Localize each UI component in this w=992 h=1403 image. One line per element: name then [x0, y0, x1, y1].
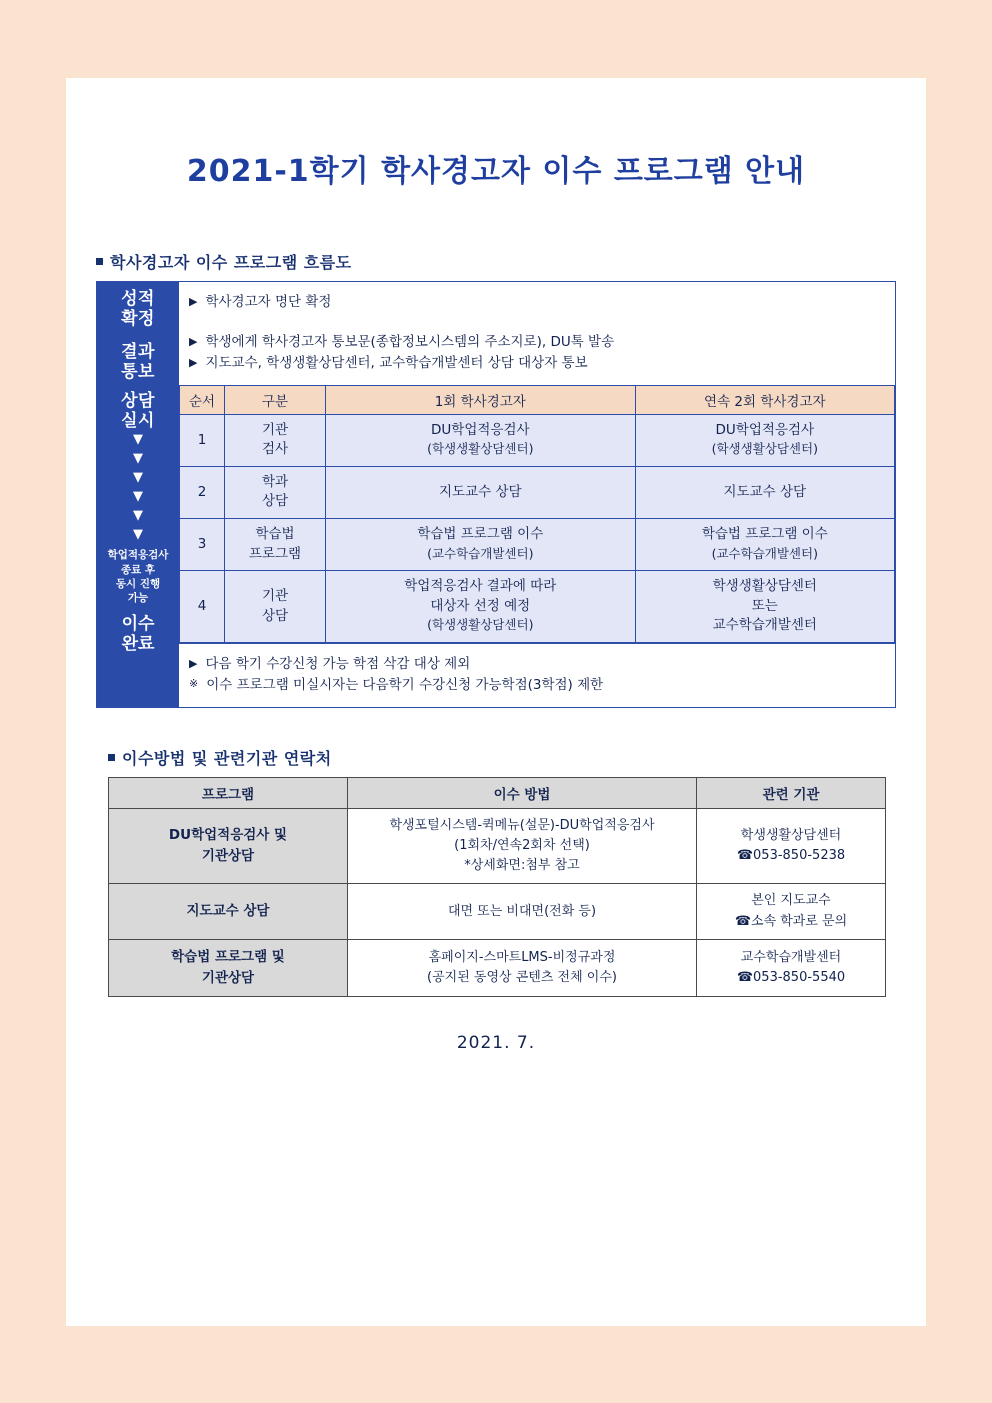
- bullet-square-icon: [96, 258, 103, 265]
- cell-first-warning: 지도교수 상담: [326, 466, 636, 518]
- section2-heading-label: 이수방법 및 관련기관 연락처: [122, 749, 332, 769]
- flow-step-grade-confirm: [179, 282, 895, 320]
- cell-sub-note: (학생생활상담센터): [427, 441, 534, 457]
- col-organization: 관련 기관: [697, 778, 886, 809]
- col-program: 프로그램: [109, 778, 348, 809]
- flow-step-notify: [179, 320, 895, 385]
- section1-heading-label: 학사경고자 이수 프로그램 흐름도: [110, 253, 352, 272]
- table-row: [180, 414, 895, 466]
- stage-note: 학업적응검사 종료 후 동시 진행 가능: [107, 549, 169, 604]
- flow-bottom-line-1: 다음 학기 수강신청 가능 학점 삭감 대상 제외: [205, 655, 471, 672]
- cell-no: 1: [180, 414, 225, 466]
- cell-sub-note: (교수학습개발센터): [427, 545, 534, 561]
- col-kind: 구분: [225, 386, 326, 415]
- stage-label-grade-confirm: 성적 확정: [121, 289, 155, 329]
- program-table-wrap: [179, 385, 895, 643]
- cell-program: 학습법 프로그램 및 기관상담: [109, 939, 348, 996]
- document-page: [66, 78, 926, 1326]
- col-second-warning: 연속 2회 학사경고자: [635, 386, 894, 415]
- cell-second-warning: 지도교수 상담: [635, 466, 894, 518]
- cell-no: 4: [180, 571, 225, 643]
- page-title: 2021-1학기 학사경고자 이수 프로그램 안내: [186, 154, 806, 189]
- program-table: [179, 386, 895, 643]
- triangle-right-icon: ▶: [189, 295, 198, 308]
- triangle-right-icon: ▶: [189, 334, 198, 348]
- triangle-right-icon: ▶: [189, 356, 198, 370]
- flowchart-stage-column: [97, 282, 179, 707]
- cell-organization: 교수학습개발센터 ☎053-850-5540: [697, 939, 886, 996]
- cell-second-warning: 학습법 프로그램 이수 (교수학습개발센터): [635, 519, 894, 571]
- table-row: [109, 939, 886, 996]
- cell-method: 학생포털시스템-퀵메뉴(설문)-DU학업적응검사 (1회차/연속2회차 선택) *상세화면:첨부 참고: [348, 809, 697, 884]
- table-row: [180, 571, 895, 643]
- contact-header-row: [109, 778, 886, 809]
- stage-label-result-notice: 결과 통보: [121, 342, 155, 382]
- flow-step-complete: [179, 643, 895, 707]
- col-first-warning: 1회 학사경고자: [326, 386, 636, 415]
- flow-bottom-line-2: 이수 프로그램 미실시자는 다음학기 수강신청 가능학점(3학점) 제한: [206, 677, 604, 694]
- flow-top-line-1: 학사경고자 명단 확정: [205, 294, 332, 310]
- arrow-down-icon: ▼ ▼ ▼ ▼ ▼ ▼: [133, 432, 143, 542]
- document-date: 2021. 7.: [456, 1032, 536, 1053]
- cell-first-warning: DU학업적응검사 (학생생활상담센터): [326, 414, 636, 466]
- cell-kind: 학습법 프로그램: [225, 519, 326, 571]
- flowchart: [96, 281, 896, 708]
- table-row: [180, 466, 895, 518]
- flow-notify-line-1: 학생에게 학사경고자 통보문(종합정보시스템의 주소지로), DU톡 발송: [205, 333, 615, 350]
- table-row: [109, 884, 886, 939]
- asterisk-marker-icon: ※: [189, 677, 199, 691]
- cell-kind: 기관 상담: [225, 571, 326, 643]
- cell-second-warning: 학생생활상담센터 또는 교수학습개발센터: [635, 571, 894, 643]
- cell-no: 2: [180, 466, 225, 518]
- cell-organization: 학생생활상담센터 ☎053-850-5238: [697, 809, 886, 884]
- cell-sub-note: (학생생활상담센터): [711, 441, 818, 457]
- cell-sub-note: (학생생활상담센터): [427, 617, 534, 633]
- cell-no: 3: [180, 519, 225, 571]
- cell-second-warning: DU학업적응검사 (학생생활상담센터): [635, 414, 894, 466]
- col-no: 순서: [180, 386, 225, 415]
- col-method: 이수 방법: [348, 778, 697, 809]
- cell-sub-note: (교수학습개발센터): [711, 545, 818, 561]
- flowchart-content-column: [179, 282, 895, 707]
- cell-program: DU학업적응검사 및 기관상담: [109, 809, 348, 884]
- table-row: [109, 809, 886, 884]
- cell-first-warning: 학습법 프로그램 이수 (교수학습개발센터): [326, 519, 636, 571]
- cell-method: 홈페이지-스마트LMS-비정규과정 (공지된 동영상 콘텐츠 전체 이수): [348, 939, 697, 996]
- stage-label-counseling: 상담 실시: [121, 391, 155, 431]
- table-row: [180, 519, 895, 571]
- cell-program: 지도교수 상담: [109, 884, 348, 939]
- cell-kind: 기관 검사: [225, 414, 326, 466]
- table-header-row: [180, 386, 895, 415]
- cell-method: 대면 또는 비대면(전화 등): [348, 884, 697, 939]
- flow-notify-line-2: 지도교수, 학생생활상담센터, 교수학습개발센터 상담 대상자 통보: [205, 355, 588, 372]
- cell-first-warning: 학업적응검사 결과에 따라 대상자 선정 예정 (학생생활상담센터): [326, 571, 636, 643]
- section2-heading: [108, 746, 926, 769]
- contact-table: [108, 777, 886, 997]
- triangle-right-icon: ▶: [189, 656, 198, 670]
- cell-kind: 학과 상담: [225, 466, 326, 518]
- cell-organization: 본인 지도교수 ☎소속 학과로 문의: [697, 884, 886, 939]
- section1-heading: [96, 250, 926, 273]
- stage-label-complete: 이수 완료: [121, 614, 155, 654]
- bullet-square-icon: [108, 754, 115, 761]
